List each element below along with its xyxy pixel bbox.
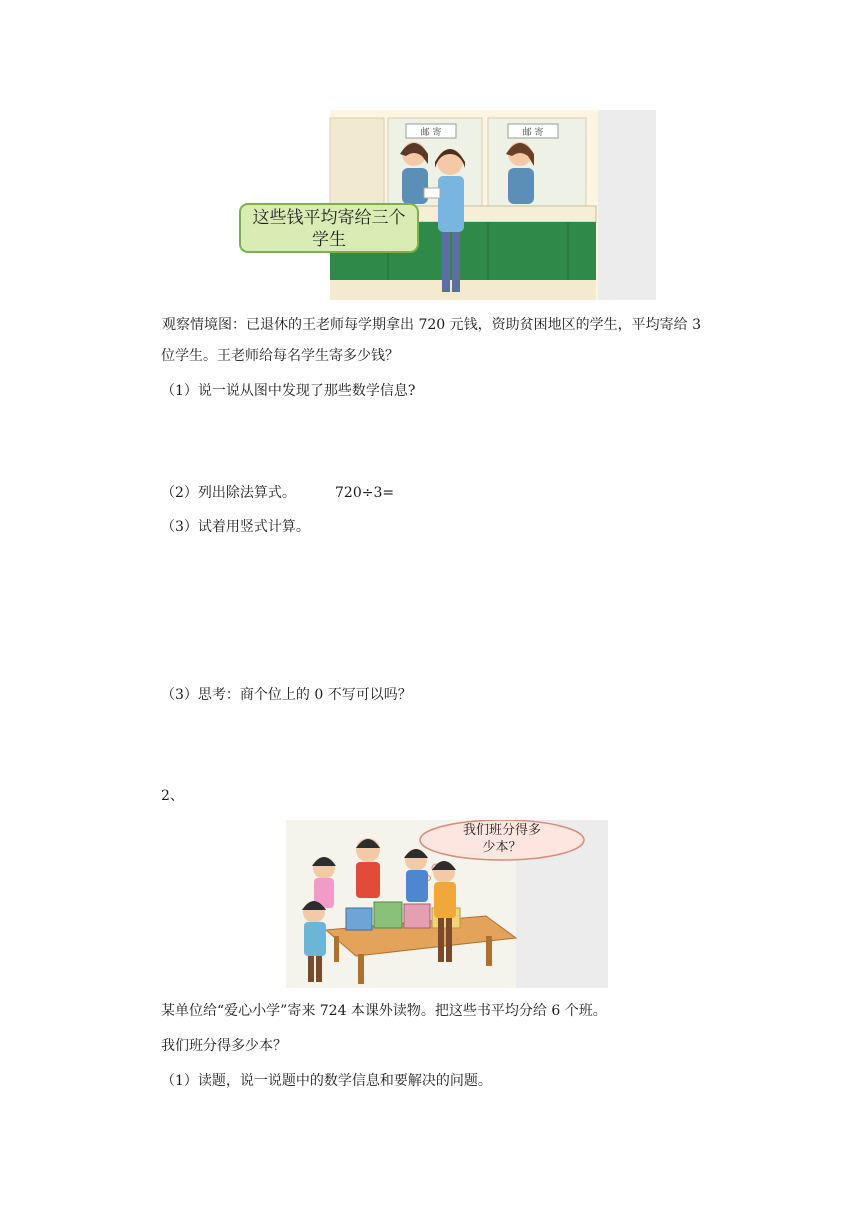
section-2-question-1: （1）读题，说一说题中的数学信息和要解决的问题。 [161, 1073, 492, 1089]
sign-left-text: 邮 寄 [420, 128, 442, 138]
question-2-label: （2）列出除法算式。 [161, 485, 296, 501]
post-office-illustration [238, 110, 656, 302]
intro-paragraph-line2: 位学生。王老师给每名学生寄多少钱？ [161, 348, 399, 364]
question-1: （1）说一说从图中发现了那些数学信息? [161, 383, 416, 399]
intro-paragraph-line1: 观察情境图：已退休的王老师每学期拿出 720 元钱，资助贫困地区的学生，平均寄给 3 [162, 317, 701, 333]
children-books-illustration [286, 820, 608, 988]
section-2-number: 2、 [161, 788, 184, 804]
question-3: （3）试着用竖式计算。 [161, 519, 310, 535]
question-3-think: （3）思考：商个位上的 0 不写可以吗？ [161, 687, 412, 703]
thought-bubble-line2: 少本？ [482, 840, 522, 855]
section-2-text-line2: 我们班分得多少本？ [161, 1038, 287, 1054]
question-2-formula: 720÷3= [335, 485, 395, 501]
post-office-drawing [238, 110, 656, 302]
sign-right-text: 邮 寄 [522, 128, 544, 138]
speech-bubble-line2: 学生 [312, 230, 346, 250]
section-2-text-line1: 某单位给“爱心小学”寄来 724 本课外读物。把这些书平均分给 6 个班。 [161, 1003, 607, 1019]
thought-bubble-line1: 我们班分得多 [462, 823, 541, 838]
speech-bubble-line1: 这些钱平均寄给三个 [252, 208, 406, 228]
